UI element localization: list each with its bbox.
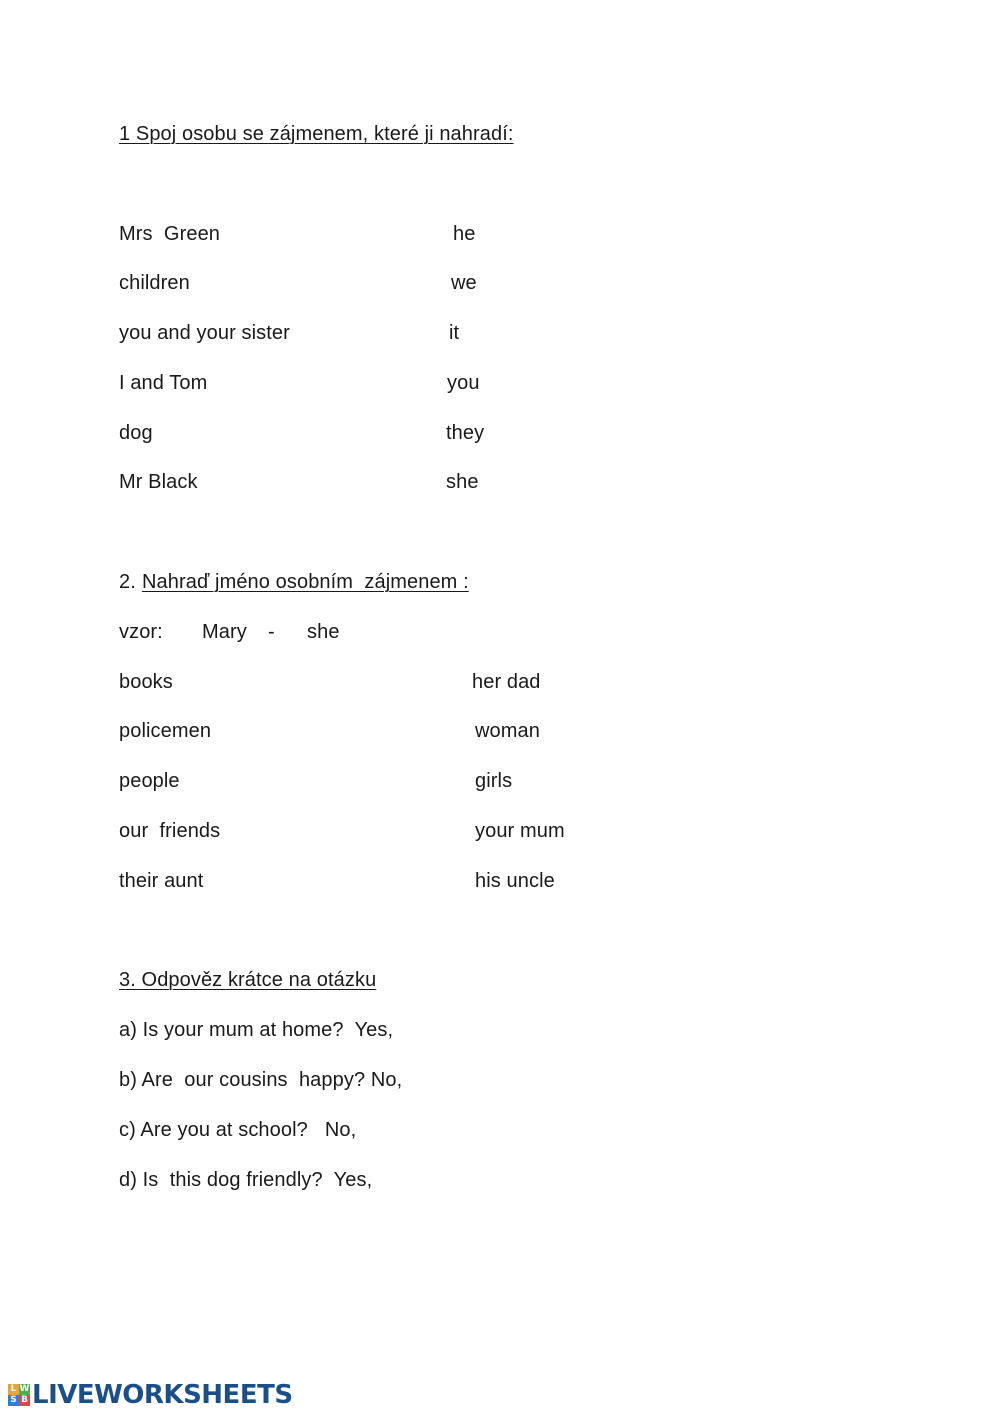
- question-item: d) Is this dog friendly? Yes,: [119, 1169, 373, 1191]
- replace-left-item: books: [119, 671, 173, 693]
- match-left-item: Mrs Green: [119, 223, 221, 245]
- section2-heading: Nahraď jméno osobním zájmenem :: [142, 571, 469, 593]
- question-item: a) Is your mum at home? Yes,: [119, 1019, 394, 1041]
- match-left-item: dog: [119, 422, 153, 444]
- match-right-item: you: [447, 372, 480, 394]
- logo-letter: W: [19, 1384, 30, 1394]
- replace-right-item: girls: [475, 770, 513, 792]
- match-right-item: it: [449, 322, 460, 344]
- logo-letter: B: [19, 1395, 30, 1406]
- replace-right-item: his uncle: [475, 870, 555, 892]
- example-pronoun: she: [307, 621, 340, 643]
- replace-right-item: your mum: [475, 820, 565, 842]
- section3-heading: 3. Odpověz krátce na otázku: [119, 969, 377, 991]
- match-right-item: she: [446, 471, 479, 493]
- replace-left-item: policemen: [119, 720, 212, 742]
- match-right-item: we: [451, 272, 477, 294]
- example-dash: -: [268, 621, 275, 643]
- question-item: b) Are our cousins happy? No,: [119, 1069, 403, 1091]
- match-right-item: he: [453, 223, 476, 245]
- replace-left-item: people: [119, 770, 180, 792]
- replace-left-item: our friends: [119, 820, 221, 842]
- match-left-item: children: [119, 272, 190, 294]
- replace-right-item: her dad: [472, 671, 541, 693]
- logo-letter: L: [8, 1384, 19, 1395]
- replace-right-item: woman: [475, 720, 540, 742]
- section1-heading: 1 Spoj osobu se zájmenem, které ji nahradí:: [119, 123, 514, 145]
- question-item: c) Are you at school? No,: [119, 1119, 357, 1141]
- match-right-item: they: [446, 422, 485, 444]
- match-left-item: you and your sister: [119, 322, 290, 344]
- match-left-item: Mr Black: [119, 471, 198, 493]
- match-left-item: I and Tom: [119, 372, 208, 394]
- liveworksheets-logo[interactable]: [8, 1380, 293, 1410]
- section2-number: 2.: [119, 571, 136, 593]
- logo-icon: [8, 1384, 30, 1406]
- replace-left-item: their aunt: [119, 870, 204, 892]
- example-name: Mary: [202, 621, 247, 643]
- brand-name: LIVEWORKSHEETS: [32, 1380, 293, 1410]
- example-label: vzor:: [119, 621, 163, 643]
- logo-letter: S: [8, 1395, 19, 1406]
